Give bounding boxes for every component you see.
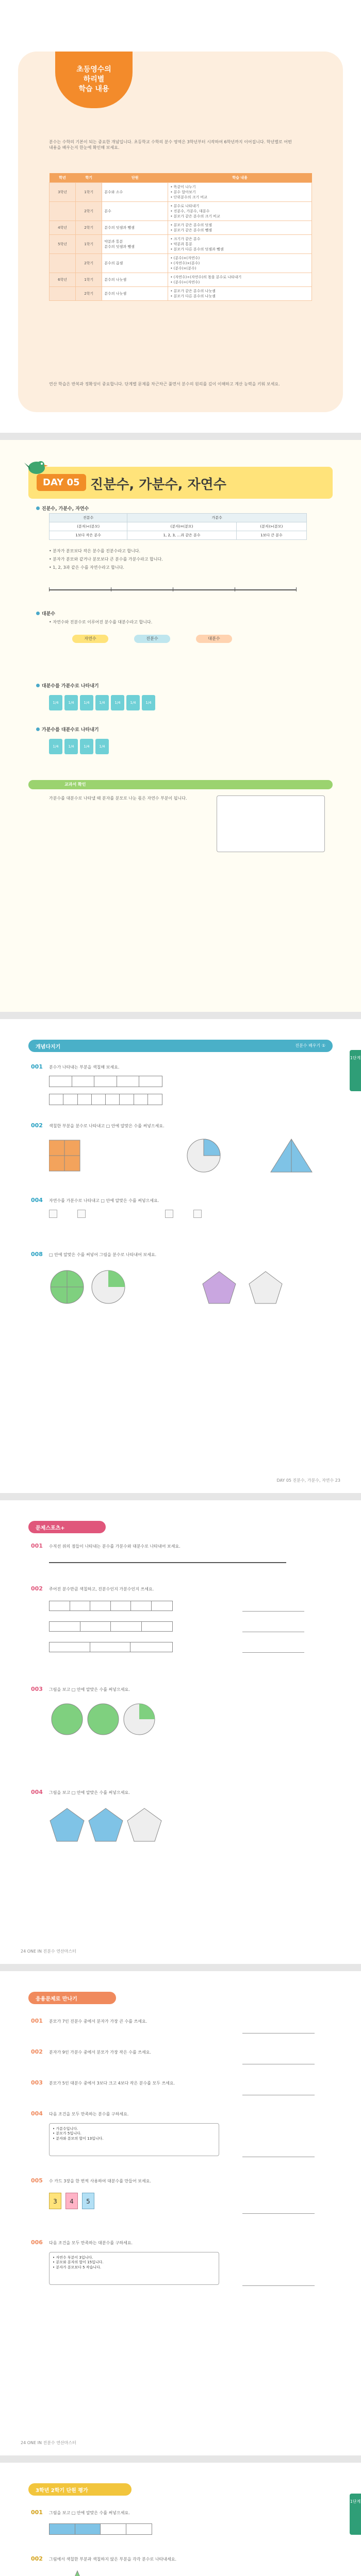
fraction-strip — [49, 695, 155, 710]
table-cell: 6학년 — [50, 273, 76, 287]
question-number: 002 — [31, 1585, 43, 1592]
fraction-bar[interactable] — [49, 1076, 162, 1087]
side-tab: 1단계 — [350, 2494, 361, 2535]
fraction-bar[interactable] — [49, 1621, 173, 1632]
question-number: 005 — [31, 2177, 43, 2184]
definition-line: • 분자가 분모와 같거나 분모보다 큰 분수를 가분수라고 합니다. — [49, 557, 163, 562]
intro-badge — [55, 52, 133, 108]
star-figure — [49, 2568, 106, 2576]
condition-line: • 분모와 분자의 합이 15입니다. — [53, 2260, 104, 2265]
table-row — [50, 221, 312, 235]
question-text: □ 안에 알맞은 수를 써넣어 그림을 분수로 나타내어 보세요. — [49, 1252, 157, 1257]
page-divider — [0, 1964, 361, 1971]
number-card[interactable]: 4 — [65, 2193, 78, 2209]
question-text: 수직선 위의 점들이 나타내는 분수를 가분수와 대분수로 나타내어 보세요. — [49, 1544, 180, 1549]
question-text: 다음 조건을 모두 만족하는 분수를 구하세요. — [49, 2112, 129, 2116]
answer-box[interactable] — [165, 1210, 173, 1218]
answer-line[interactable] — [242, 1652, 304, 1653]
lesson-title: 진분수, 가분수, 자연수 — [90, 477, 226, 493]
badge-line: 학습 내용 — [78, 84, 109, 93]
table-row — [50, 254, 312, 273]
table-cell: 분수의 나눗셈 — [102, 287, 168, 301]
subheading: 대분수를 가분수로 나타내기 — [36, 682, 99, 689]
question-text: 분수가 나타내는 부분을 색칠해 보세요. — [49, 1065, 120, 1070]
fraction-cell: 1/4 — [64, 739, 78, 754]
number-line-tick — [49, 587, 50, 591]
fraction-cell: 1/4 — [80, 739, 93, 754]
condition-line: • 분자와 분모의 합이 13입니다. — [53, 2136, 104, 2141]
question-text: 그림을 보고 □ 안에 알맞은 수를 써넣으세요. — [49, 1687, 130, 1692]
question-number: 001 — [31, 1543, 43, 1549]
table-cell: 분수의 덧셈과 뺄셈 — [102, 221, 168, 235]
conditions-box — [49, 2123, 219, 2156]
condition-line: • 분자가 분모보다 5 작습니다. — [53, 2265, 102, 2269]
question-text: 분자가 9인 가분수 중에서 분모가 가장 작은 수를 쓰세요. — [49, 2050, 151, 2055]
question-text: 자연수를 가분수로 나타내고 □ 안에 알맞은 수를 써넣으세요. — [49, 1198, 159, 1203]
page-divider — [0, 1012, 361, 1019]
fraction-cell: 1/4 — [126, 695, 140, 710]
question-number: 001 — [31, 1063, 43, 1070]
question-number: 002 — [31, 2048, 43, 2055]
textbook-check-label: 교과서 확인 — [64, 782, 86, 787]
answer-line[interactable] — [242, 2285, 315, 2286]
table-cell: • 분모가 같은 분수의 나눗셈 • 분모가 다른 분수의 나눗셈 — [168, 287, 312, 301]
table-cell: • 크기가 같은 분수 • 약분과 통분 • 분모가 다른 분수의 덧셈과 뺄셈 — [168, 235, 312, 254]
question-number: 004 — [31, 1789, 43, 1795]
table-cell: • 분모가 같은 분수의 덧셈 • 분모가 같은 분수의 뺄셈 — [168, 221, 312, 235]
concept-pill: 자연수 — [72, 635, 108, 643]
fraction-cell: 1/4 — [80, 695, 93, 710]
table-cell — [50, 202, 76, 221]
section-header-label: 문제스포츠+ — [36, 1526, 65, 1531]
table-cell — [50, 254, 76, 273]
fraction-cell: 1/4 — [95, 739, 109, 754]
number-card[interactable]: 3 — [49, 2193, 61, 2209]
definition-line: • 자연수와 진분수로 이루어진 분수를 대분수라고 합니다. — [49, 620, 153, 624]
question-text: 그림을 보고 □ 안에 알맞은 수를 써넣으세요. — [49, 1790, 130, 1795]
fraction-bar[interactable] — [49, 2523, 152, 2535]
question-number: 002 — [31, 2555, 43, 2562]
badge-line: 하리별 — [83, 75, 105, 83]
number-cards — [49, 2193, 94, 2209]
concept-pill: 진분수 — [134, 635, 170, 643]
table-header: 학습 내용 — [168, 173, 312, 183]
intro-section — [0, 0, 361, 433]
question-number: 003 — [31, 1686, 43, 1692]
question-number: 002 — [31, 1122, 43, 1129]
answer-line[interactable] — [242, 1611, 304, 1612]
table-cell: 1학기 — [76, 273, 102, 287]
bird-icon — [24, 457, 49, 476]
subheading: 진분수, 가분수, 자연수 — [36, 505, 89, 512]
fraction-strip — [49, 739, 109, 754]
condition-line: • 가분수입니다. — [53, 2127, 78, 2131]
table-cell: 분수와 소수 — [102, 183, 168, 202]
practice-section-3 — [0, 1971, 361, 2455]
question-number: 004 — [31, 1197, 43, 1204]
question-number: 004 — [31, 2110, 43, 2117]
subheading: 대분수 — [36, 610, 55, 617]
number-line-tick — [296, 587, 297, 591]
question-text: 분모가 7인 진분수 중에서 분자가 가장 큰 수를 쓰세요. — [49, 2019, 147, 2024]
curriculum-table-body — [50, 183, 312, 301]
table-cell: 2학기 — [76, 221, 102, 235]
shape-figures — [49, 1266, 327, 1313]
table-row — [50, 183, 312, 202]
page-number: DAY 05 진분수, 가분수, 자연수 23 — [276, 1478, 340, 1483]
table-header: 진분수 — [50, 514, 127, 522]
table-cell — [50, 287, 76, 301]
intro-footer: 연산 학습은 반복과 정확성이 중요합니다. 단계별 문제를 차근차근 풀면서 분수의 원리를 깊이 이해하고 계산 능력을 키워 보세요. — [49, 382, 280, 386]
table-cell: (분자)<(분모) — [50, 522, 127, 531]
section-header-right: 진분수 배우기 ① — [295, 1043, 325, 1048]
table-cell: • 분수로 나타내기 • 진분수, 가분수, 대분수 • 분모가 같은 분수의 크기 비교 — [168, 202, 312, 221]
table-header: 학년 — [50, 173, 76, 183]
page-number: 24 ONE IN 진분수 연산마스터 — [21, 1949, 76, 1954]
number-line — [49, 1562, 286, 1563]
fraction-cell: 1/4 — [142, 695, 155, 710]
practice-section-4 — [0, 2463, 361, 2576]
page-number: 24 ONE IN 진분수 연산마스터 — [21, 2441, 76, 2445]
answer-box[interactable] — [49, 1210, 57, 1218]
question-text: 분모가 5인 대분수 중에서 3보다 크고 4보다 작은 분수를 모두 쓰세요. — [49, 2081, 175, 2086]
practice-section-2 — [0, 1500, 361, 1964]
learning-content-card — [18, 52, 343, 412]
question-number: 008 — [31, 1251, 43, 1258]
answer-box[interactable] — [77, 1210, 86, 1218]
fraction-bar[interactable] — [49, 1094, 162, 1105]
question-text: 색칠한 부분을 분수로 나타내고 □ 안에 알맞은 수를 써넣으세요. — [49, 1124, 165, 1128]
section-header-label: 3학년 2학기 단원 평가 — [36, 2488, 88, 2494]
question-number: 001 — [31, 2509, 43, 2516]
fraction-cell: 1/4 — [64, 695, 78, 710]
table-cell: (분자)>(분모) — [236, 522, 306, 531]
table-cell: 분수의 나눗셈 — [102, 273, 168, 287]
section-header — [28, 1521, 106, 1533]
curriculum-table — [49, 173, 312, 301]
table-cell: • (분수)×(자연수) • (자연수)×(분수) • (분수)×(분수) — [168, 254, 312, 273]
fraction-cell: 1/4 — [49, 739, 62, 754]
section-header-label: 개념다지기 — [36, 1044, 61, 1050]
table-cell: • 똑같이 나누기 • 분수 알아보기 • 단위분수의 크기 비교 — [168, 183, 312, 202]
example-box — [217, 795, 325, 852]
table-cell: 3학년 — [50, 183, 76, 202]
table-cell: 5학년 — [50, 235, 76, 254]
table-row — [50, 235, 312, 254]
practice-section-1 — [0, 1019, 361, 1493]
question-text: 그림을 보고 □ 안에 알맞은 수를 써넣으세요. — [49, 2511, 130, 2515]
table-cell: (분자)=(분모) — [127, 522, 237, 531]
question-text: 주어진 분수만큼 색칠하고, 진분수인지 가분수인지 쓰세요. — [49, 1587, 154, 1591]
textbook-note: 가분수를 대분수로 나타낼 때 분자를 분모로 나눈 몫은 자연수 부분이 됩니다. — [49, 796, 187, 801]
table-row — [50, 202, 312, 221]
condition-line: • 분모가 5입니다. — [53, 2131, 81, 2136]
table-cell: 분수의 곱셈 — [102, 254, 168, 273]
circle-figures — [49, 1699, 204, 1745]
table-cell: 약분과 통분 분수의 덧셈과 뺄셈 — [102, 235, 168, 254]
concept-pill: 대분수 — [196, 635, 232, 643]
fraction-cell: 1/4 — [111, 695, 124, 710]
subheading: 가분수를 대분수로 나타내기 — [36, 726, 99, 733]
conditions-box — [49, 2252, 219, 2285]
table-header: 학기 — [76, 173, 102, 183]
question-text: 수 카드 3장을 한 번씩 사용하여 대분수를 만들어 보세요. — [49, 2179, 151, 2183]
definition-line: • 분자가 분모보다 작은 분수를 진분수라고 합니다. — [49, 549, 141, 553]
fraction-cell: 1/4 — [49, 695, 62, 710]
table-cell: 2학기 — [76, 287, 102, 301]
fraction-bar[interactable] — [49, 1601, 173, 1611]
table-header: 가분수 — [127, 514, 307, 522]
definition-line: • 1, 2, 3과 같은 수를 자연수라고 합니다. — [49, 565, 124, 570]
table-row — [50, 287, 312, 301]
table-cell: 분수 — [102, 202, 168, 221]
question-text: 그림에서 색칠한 부분과 색칠하지 않은 부분을 각각 분수로 나타내세요. — [49, 2557, 176, 2562]
pentagon-figures — [49, 1804, 204, 1851]
answer-line[interactable] — [242, 2213, 315, 2214]
fraction-types-table — [49, 513, 307, 540]
section-header-label: 응용문제로 만나기 — [36, 1996, 77, 2002]
intro-text: 분수는 수학의 기본이 되는 중요한 개념입니다. 초등학교 수학의 분수 영역은 3학년부터 시작하여 6학년까지 이어집니다. 학년별로 어떤 내용을 배우는지 한눈에 확인해 보세요. — [49, 140, 292, 150]
section-header — [28, 1040, 333, 1052]
question-number: 006 — [31, 2239, 43, 2246]
day-banner — [28, 467, 333, 499]
badge-line: 초등영수의 — [76, 65, 111, 74]
table-cell: • (자연수)÷(자연수)의 몫을 분수로 나타내기 • (분수)÷(자연수) — [168, 273, 312, 287]
page-divider — [0, 2455, 361, 2463]
table-cell: 1학기 — [76, 235, 102, 254]
table-cell: 1, 2, 3, …과 같은 분수 — [127, 531, 237, 540]
section-header — [28, 2483, 132, 2496]
shape-figures — [49, 1135, 327, 1181]
side-tab: 1단계 — [350, 1050, 361, 1091]
table-cell: 4학년 — [50, 221, 76, 235]
condition-line: • 자연수 부분이 3입니다. — [53, 2256, 93, 2260]
table-cell: 1보다 큰 분수 — [236, 531, 306, 540]
table-header: 단원 — [102, 173, 168, 183]
table-row — [50, 273, 312, 287]
question-text: 다음 조건을 모두 만족하는 대분수를 구하세요. — [49, 2241, 133, 2245]
table-cell: 1보다 작은 분수 — [50, 531, 127, 540]
page-divider — [0, 433, 361, 440]
table-cell: 2학기 — [76, 202, 102, 221]
table-cell: 1학기 — [76, 183, 102, 202]
question-number: 003 — [31, 2079, 43, 2086]
day-lesson-section — [0, 440, 361, 1012]
textbook-check-bar — [28, 780, 333, 789]
fraction-bar[interactable] — [49, 1642, 173, 1652]
page-divider — [0, 1493, 361, 1500]
number-card[interactable]: 5 — [82, 2193, 94, 2209]
section-header — [28, 1992, 116, 2004]
answer-box[interactable] — [193, 1210, 202, 1218]
fraction-cell: 1/4 — [95, 695, 109, 710]
table-cell: 2학기 — [76, 254, 102, 273]
day-badge: DAY 05 — [37, 474, 86, 491]
question-number: 001 — [31, 2018, 43, 2024]
